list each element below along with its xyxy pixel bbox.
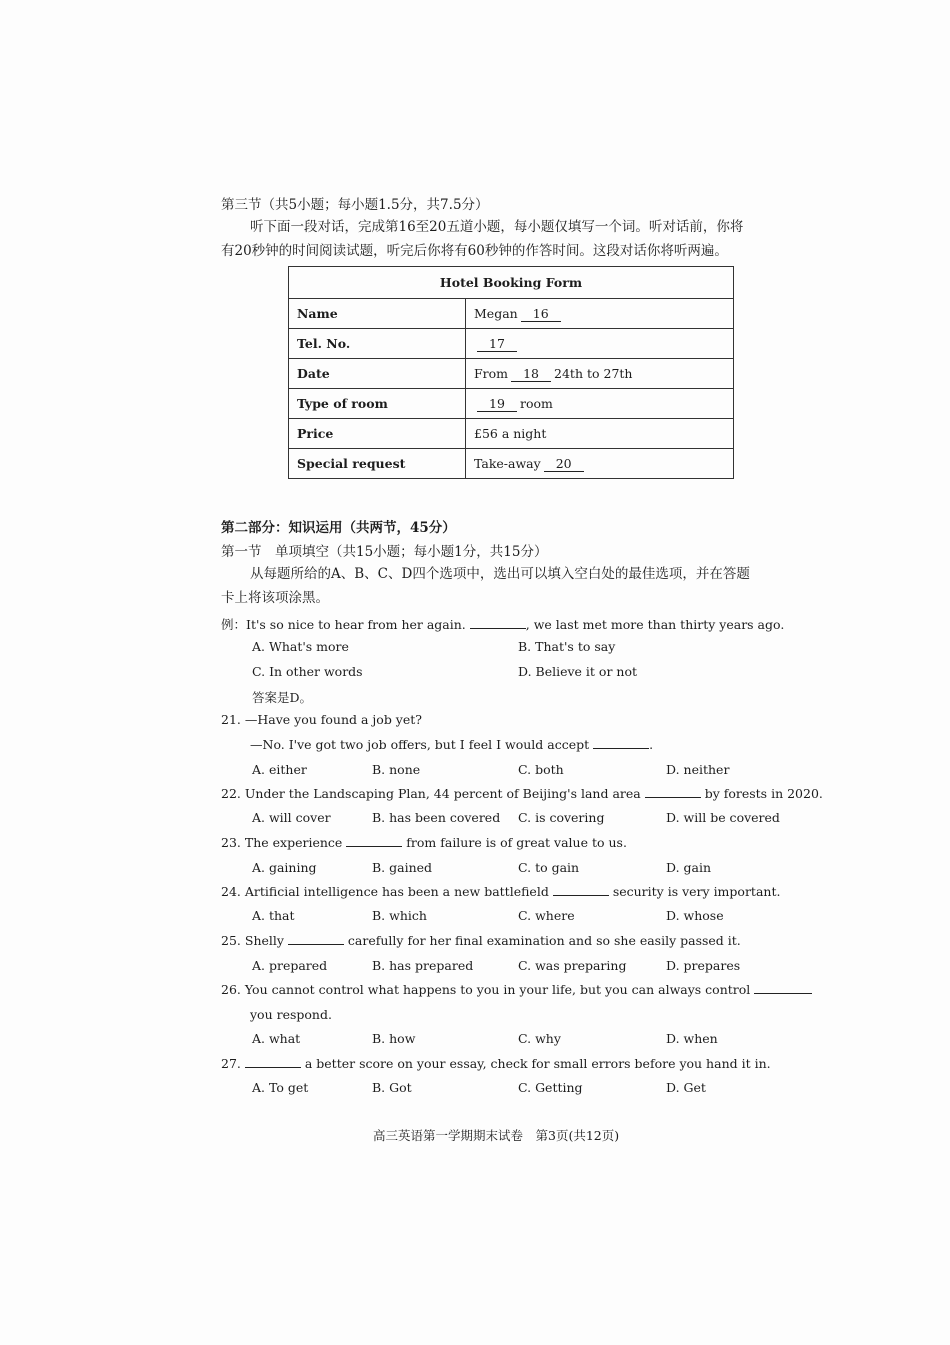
section3-instruction-1: 听下面一段对话，完成第16至20五道小题，每小题仅填写一个词。听对话前，你将 (250, 219, 744, 235)
q26-option-c: C. why (518, 1031, 561, 1046)
question-25: 25. Shelly carefully for her final examination and so she easily passed it. (221, 933, 741, 948)
q21-option-b: B. none (372, 762, 421, 777)
q22-option-c: C. is covering (518, 810, 605, 825)
q27-option-c: C. Getting (518, 1080, 583, 1095)
q22-option-d: D. will be covered (666, 810, 780, 825)
form-label-date: Date (289, 359, 466, 389)
example-option-a: A. What's more (252, 639, 349, 654)
blank-18: 18 (511, 366, 551, 382)
q24-option-d: D. whose (666, 908, 724, 923)
q23-option-c: C. to gain (518, 860, 580, 875)
q25-option-c: C. was preparing (518, 958, 627, 973)
q24-option-a: A. that (252, 908, 295, 923)
example-option-c: C. In other words (252, 664, 363, 679)
q21-option-d: D. neither (666, 762, 730, 777)
form-row (289, 449, 734, 479)
q24-option-b: B. which (372, 908, 427, 923)
q22-option-a: A. will cover (252, 810, 331, 825)
example-option-d: D. Believe it or not (518, 664, 638, 679)
form-value-special: Take-away 20 (466, 449, 734, 479)
form-value-tel (466, 329, 734, 359)
q23-option-a: A. gaining (252, 860, 317, 875)
q27-option-b: B. Got (372, 1080, 412, 1095)
form-row (289, 299, 734, 329)
q26-option-d: D. when (666, 1031, 718, 1046)
q25-option-d: D. prepares (666, 958, 741, 973)
form-row (289, 419, 734, 449)
q21-option-a: A. either (252, 762, 307, 777)
form-value-room-type: 19 room (466, 389, 734, 419)
part2-section1-heading: 第一节 单项填空（共15小题；每小题1分，共15分） (221, 544, 548, 560)
part2-heading: 第二部分：知识运用（共两节，45分） (221, 520, 456, 536)
question-22: 22. Under the Landscaping Plan, 44 percent of Beijing's land area by forests in 2020. (221, 786, 823, 801)
form-value-date: From 18 24th to 27th (466, 359, 734, 389)
blank-17: 17 (477, 336, 517, 352)
form-label-room-type: Type of room (289, 389, 466, 419)
q26-option-a: A. what (252, 1031, 301, 1046)
question-24: 24. Artificial intelligence has been a new battlefield security is very important. (221, 884, 781, 899)
example-answer: 答案是D。 (252, 690, 313, 705)
page-footer: 高三英语第一学期期末试卷 第3页(共12页) (373, 1128, 620, 1143)
example-stem: 例：It's so nice to hear from her again. , we last met more than thirty years ago. (221, 617, 785, 632)
q24-option-c: C. where (518, 908, 575, 923)
form-row (289, 329, 734, 359)
form-title: Hotel Booking Form (289, 267, 734, 299)
q27-option-d: D. Get (666, 1080, 706, 1095)
part2-instruction-1: 从每题所给的A、B、C、D四个选项中，选出可以填入空白处的最佳选项，并在答题 (250, 566, 750, 582)
form-row (289, 359, 734, 389)
question-21: 21. —Have you found a job yet? (221, 712, 422, 727)
question-27: 27. a better score on your essay, check for small errors before you hand it in. (221, 1056, 771, 1071)
form-label-tel: Tel. No. (289, 329, 466, 359)
form-value-price: £56 a night (466, 419, 734, 449)
question-21-line2: —No. I've got two job offers, but I feel I would accept . (250, 737, 654, 752)
q25-option-a: A. prepared (252, 958, 328, 973)
form-label-special: Special request (289, 449, 466, 479)
section3-instruction-2: 有20秒钟的时间阅读试题，听完后你将有60秒钟的作答时间。这段对话你将听两遍。 (221, 243, 728, 259)
q21-option-c: C. both (518, 762, 564, 777)
q23-option-d: D. gain (666, 860, 712, 875)
hotel-booking-form (288, 266, 734, 479)
example-option-b: B. That's to say (518, 639, 616, 654)
form-value-name: Megan 16 (466, 299, 734, 329)
blank-20: 20 (544, 456, 584, 472)
q26-option-b: B. how (372, 1031, 416, 1046)
form-row (289, 389, 734, 419)
part2-instruction-2: 卡上将该项涂黑。 (221, 590, 329, 606)
q22-option-b: B. has been covered (372, 810, 501, 825)
question-23: 23. The experience from failure is of great value to us. (221, 835, 627, 850)
blank-19: 19 (477, 396, 517, 412)
q27-option-a: A. To get (252, 1080, 309, 1095)
form-label-price: Price (289, 419, 466, 449)
form-label-name: Name (289, 299, 466, 329)
question-26-line2: you respond. (250, 1007, 332, 1022)
blank-16: 16 (521, 306, 561, 322)
q25-option-b: B. has prepared (372, 958, 474, 973)
question-26: 26. You cannot control what happens to you in your life, but you can always control (221, 982, 812, 997)
q23-option-b: B. gained (372, 860, 433, 875)
section3-heading: 第三节（共5小题；每小题1.5分，共7.5分） (221, 197, 489, 213)
